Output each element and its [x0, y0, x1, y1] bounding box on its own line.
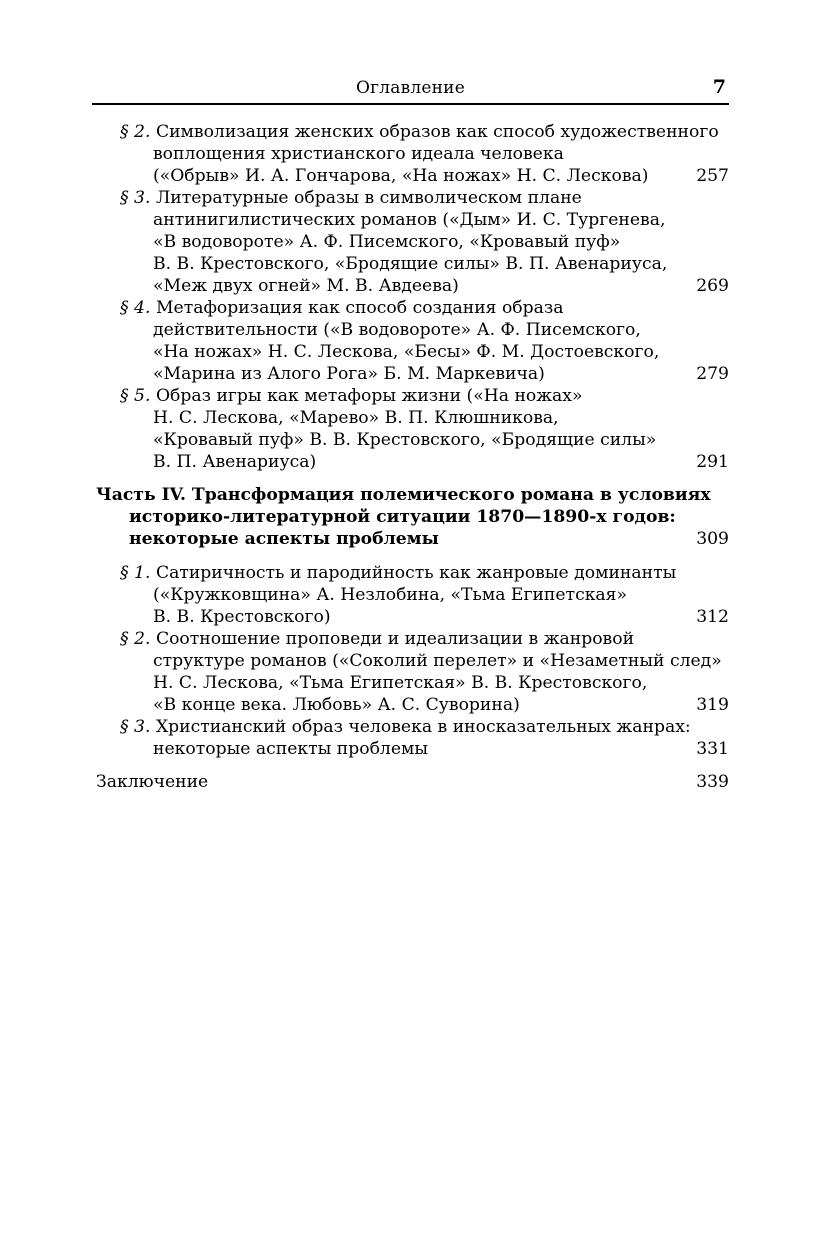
- toc-page: 319: [696, 695, 729, 715]
- leader-dots: [432, 738, 692, 760]
- toc-entry-line: «В водовороте» А. Ф. Писемского, «Кровавый пуф»: [153, 232, 621, 252]
- toc-entry-line: «Кровавый пуф» В. В. Крестовского, «Бродящие силы»: [153, 430, 657, 450]
- toc-text: Соотношение проповеди и идеализации в жанровой: [155, 629, 635, 649]
- toc-page: 279: [696, 364, 729, 384]
- leader-dots: [549, 363, 692, 385]
- leader-dots: [212, 771, 692, 793]
- leader-dots: [443, 528, 692, 550]
- leader-dots: [320, 451, 692, 473]
- toc-entry-line: [120, 385, 583, 407]
- toc-entry-last-line: [153, 165, 729, 187]
- leader-dots: [335, 606, 693, 628]
- toc-entry-last-line: [153, 738, 729, 760]
- page-number: 7: [712, 76, 726, 98]
- running-header: [92, 78, 729, 102]
- toc-page: 269: [696, 276, 729, 296]
- toc-page: 312: [696, 607, 729, 627]
- toc-text: Символизация женских образов как способ художественного: [155, 122, 719, 142]
- toc-text: некоторые аспекты проблемы: [153, 739, 429, 759]
- toc-entry-line: действительности («В водовороте» А. Ф. Писемского,: [153, 320, 641, 340]
- toc-entry-line: В. В. Крестовского, «Бродящие силы» В. П. Авенариуса,: [153, 254, 668, 274]
- part-heading-last-line: [129, 528, 729, 550]
- toc-text: «Меж двух огней» М. В. Авдеева): [153, 276, 459, 296]
- toc-entry-line: [120, 297, 564, 319]
- toc-text: Литературные образы в символическом плане: [155, 188, 582, 208]
- section-number: § 4.: [120, 298, 151, 318]
- toc-entry-line: структуре романов («Соколий перелет» и «Незаметный след»: [153, 651, 722, 671]
- toc-entry-last-line: [153, 363, 729, 385]
- toc-page: 331: [696, 739, 729, 759]
- leader-dots: [463, 275, 692, 297]
- toc-entry-line: Н. С. Лескова, «Марево» В. П. Клюшникова,: [153, 408, 559, 428]
- toc-page: 339: [696, 772, 729, 792]
- toc-entry-line: [120, 121, 719, 143]
- toc-text: некоторые аспекты проблемы: [129, 529, 439, 549]
- section-number: § 2.: [120, 629, 151, 649]
- toc-text: Заключение: [96, 772, 209, 792]
- toc-entry-last-line: [153, 275, 729, 297]
- header-title: Оглавление: [356, 78, 465, 98]
- toc-entry-last-line: [153, 606, 729, 628]
- section-number: § 2.: [120, 122, 151, 142]
- toc-text: Метафоризация как способ создания образа: [155, 298, 564, 318]
- part-heading-line: историко-литературной ситуации 1870—1890-х годов:: [129, 507, 676, 527]
- toc-text: Сатиричность и пародийность как жанровые доминанты: [155, 563, 677, 583]
- toc-entry-line: [120, 187, 582, 209]
- toc-page: 291: [696, 452, 729, 472]
- leader-dots: [524, 694, 692, 716]
- toc-entry-line: Н. С. Лескова, «Тьма Египетская» В. В. Крестовского,: [153, 673, 648, 693]
- part-heading-line: Часть IV. Трансформация полемического романа в условиях: [96, 485, 711, 505]
- toc-entry-last-line: [153, 694, 729, 716]
- toc-entry-last-line: [153, 451, 729, 473]
- toc-text: «В конце века. Любовь» А. С. Суворина): [153, 695, 520, 715]
- section-number: § 1.: [120, 563, 151, 583]
- toc-entry-line: [120, 562, 676, 584]
- toc-text: «Марина из Алого Рога» Б. М. Маркевича): [153, 364, 545, 384]
- toc-entry-line: воплощения христианского идеала человека: [153, 144, 564, 164]
- section-number: § 3.: [120, 188, 151, 208]
- toc-text: («Обрыв» И. А. Гончарова, «На ножах» Н. С. Лескова): [153, 166, 649, 186]
- toc-entry-line: антинигилистических романов («Дым» И. С. Тургенева,: [153, 210, 666, 230]
- toc-entry-line: [120, 628, 634, 650]
- leader-dots: [652, 165, 692, 187]
- toc-conclusion: [96, 771, 729, 793]
- toc-text: В. П. Авенариуса): [153, 452, 317, 472]
- header-rule: [92, 103, 729, 105]
- toc-text: Христианский образ человека в иносказательных жанрах:: [155, 717, 691, 737]
- section-number: § 3.: [120, 717, 151, 737]
- section-number: § 5.: [120, 386, 151, 406]
- toc-page: 257: [696, 166, 729, 186]
- toc-page: 309: [696, 529, 729, 549]
- toc-text: Образ игры как метафоры жизни («На ножах»: [155, 386, 583, 406]
- toc-text: В. В. Крестовского): [153, 607, 331, 627]
- toc-entry-line: («Кружковщина» А. Незлобина, «Тьма Египетская»: [153, 585, 628, 605]
- toc-entry-line: «На ножах» Н. С. Лескова, «Бесы» Ф. М. Достоевского,: [153, 342, 660, 362]
- toc-entry-line: [120, 716, 691, 738]
